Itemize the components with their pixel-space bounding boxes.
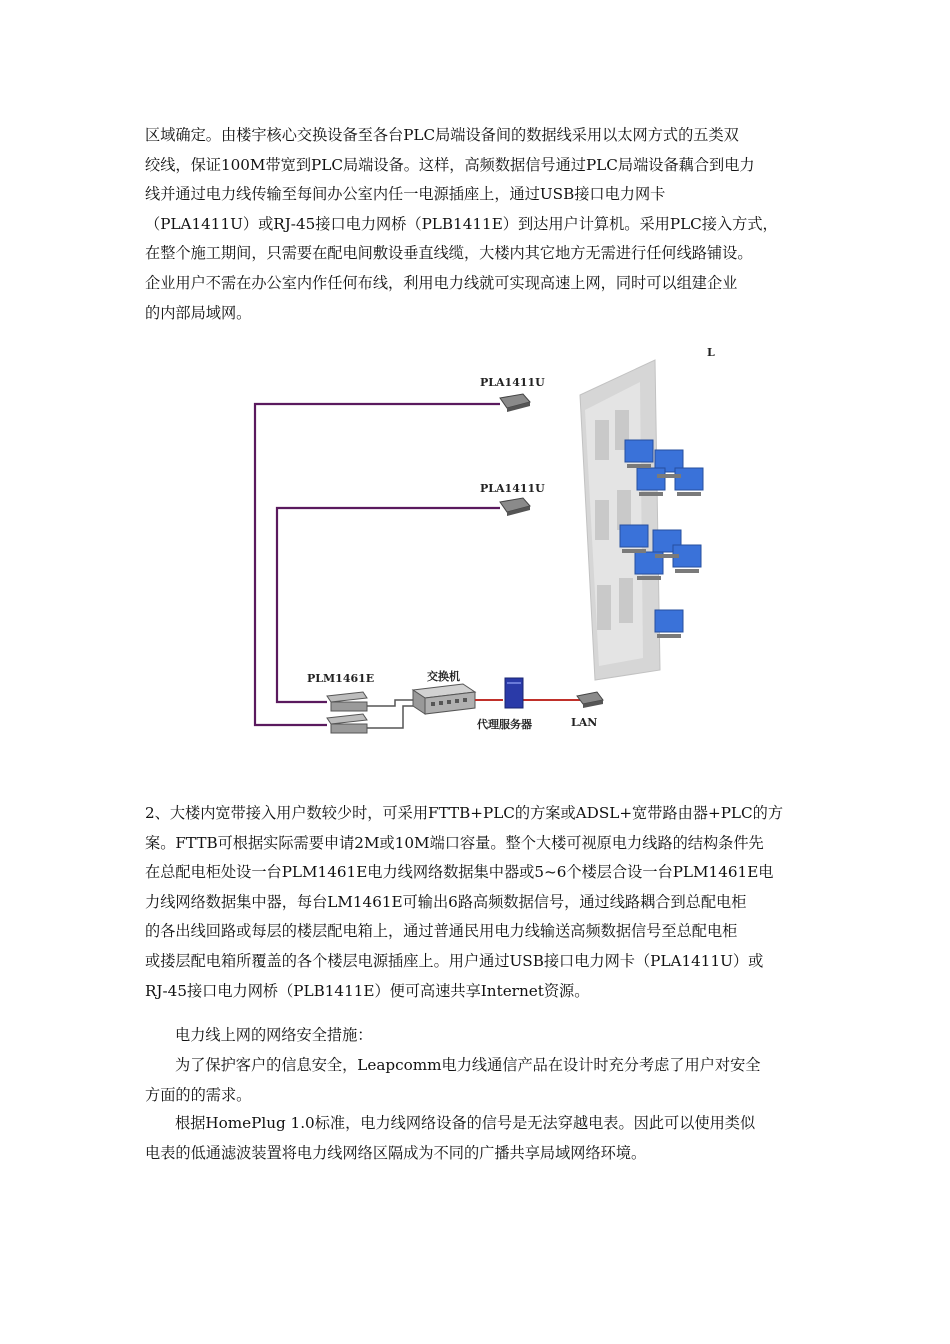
paragraph-line: 力线网络数据集中器，每台LM1461E可输出6路高频数据信号，通过线路耦合到总配电柜 [145, 892, 747, 911]
concentrator-label: PLM1461E [307, 672, 375, 685]
paragraph-line: 的内部局域网。 [145, 303, 252, 322]
proxy-label: 代理服务器 [477, 718, 532, 731]
paragraph-line: 或搂层配电箱所覆盖的各个楼层电源插座上。用户通过USB接口电力网卡（PLA1411U）或 [145, 951, 764, 970]
link-line [367, 700, 413, 706]
paragraph-line: RJ-45接口电力网桥（PLB1411E）便可高速共享Internet资源。 [145, 981, 590, 1000]
device-label-top: PLA1411U [480, 376, 545, 389]
paragraph-line: 区域确定。由楼宇核心交换设备至各台PLC局端设备间的数据线采用以太网方式的五类双 [145, 126, 739, 144]
switch-icon [413, 684, 475, 714]
paragraph-2 [145, 799, 815, 1006]
paragraph-line: 电表的低通滤波装置将电力线网络区隔成为不同的广播共享局域网络环境。 [145, 1143, 647, 1162]
device-label-mid: PLA1411U [480, 482, 545, 495]
corner-mark: L [707, 346, 715, 359]
pla-device-icon [500, 498, 530, 516]
switch-label: 交换机 [427, 670, 460, 683]
section-heading-text: 电力线上网的网络安全措施： [175, 1026, 373, 1044]
paragraph-line: 2、大楼内宽带接入用户数较少时，可采用FTTB+PLC的方案或ADSL+宽带路由器+PLC的方 [145, 804, 784, 822]
plm-device-icon [327, 692, 367, 733]
paragraph-line: 企业用户不需在办公室内作任何布线，利用电力线就可实现高速上网，同时可以组建企业 [145, 273, 738, 292]
paragraph-line: 在整个施工期间，只需要在配电间敷设垂直线缆，大楼内其它地方无需进行任何线路铺设。 [145, 244, 753, 263]
paragraph-line: 在总配电柜处设一台PLM1461E电力线网络数据集中器或5~6个楼层合设一台PLM1461E电 [145, 863, 774, 882]
power-lines [255, 404, 500, 725]
paragraph-line: （PLA1411U）或RJ-45接口电力网桥（PLB1411E）到达用户计算机。采用PLC接入方式， [145, 214, 778, 233]
proxy-server-icon [505, 678, 523, 708]
paragraph-line: 方面的的需求。 [145, 1085, 252, 1104]
section-heading [175, 1021, 815, 1051]
lan-label: LAN [571, 716, 598, 729]
lan-device-icon [577, 692, 603, 708]
paragraph-line: 根据HomePlug 1.0标准，电力线网络设备的信号是无法穿越电表。因此可以使用类似 [175, 1114, 756, 1132]
paragraph-line: 案。FTTB可根据实际需要申请2M或10M端口容量。整个大楼可视原电力线路的结构条件先 [145, 833, 764, 852]
section-paragraph-1 [145, 1051, 815, 1110]
pla-device-icon [500, 394, 530, 412]
paragraph-line: 的各出线回路或每层的楼层配电箱上，通过普通民用电力线输送高频数据信号至总配电柜 [145, 922, 738, 941]
section-paragraph-2 [145, 1109, 815, 1168]
building-image [580, 360, 703, 680]
paragraph-1 [145, 121, 815, 328]
paragraph-line: 线并通过电力线传输至每间办公室内任一电源插座上，通过USB接口电力网卡 [145, 185, 666, 204]
paragraph-line: 绞线，保证100M带宽到PLC局端设备。这样，高频数据信号通过PLC局端设备藕合到电力 [145, 155, 755, 174]
link-line [367, 706, 413, 728]
network-diagram [235, 340, 735, 750]
paragraph-line: 为了保护客户的信息安全，Leapcomm电力线通信产品在设计时充分考虑了用户对安全 [175, 1056, 761, 1074]
